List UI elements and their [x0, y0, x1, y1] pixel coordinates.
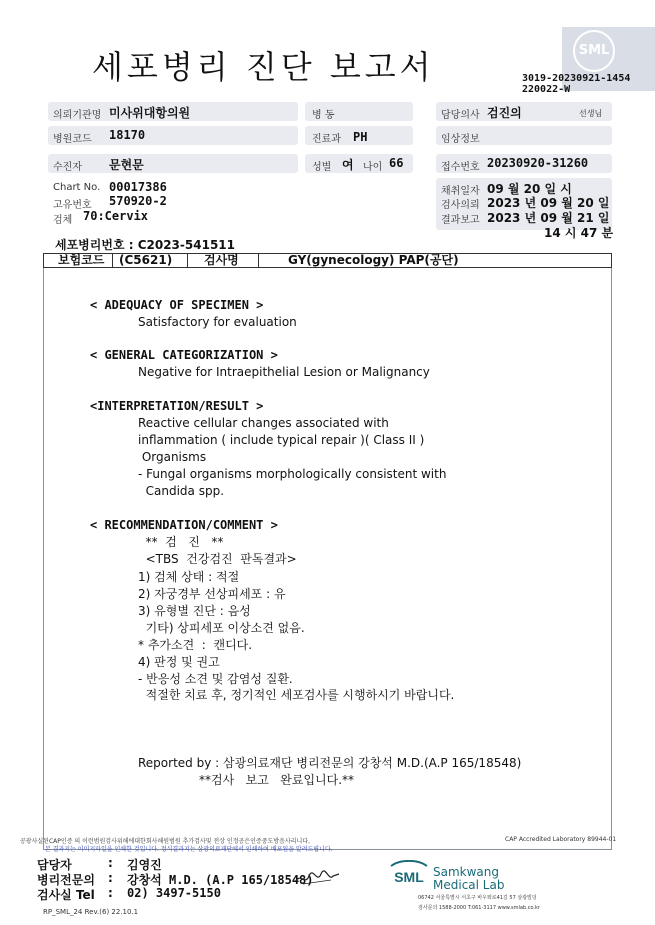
tel-label: 검사실 Tel — [37, 888, 95, 902]
lab-address: 06742 서울특별시 서초구 바우뫼로41길 57 삼광빌딩 — [418, 895, 537, 901]
report-complete-message: **검사 보고 완료입니다.** — [199, 773, 355, 787]
report-id-line1: 3019-20230921-1454 — [522, 73, 631, 84]
pathologist-label: 병리전문의 — [37, 873, 95, 887]
clinical-info-label: 임상정보 — [441, 134, 480, 145]
interpretation-line: Organisms — [138, 450, 207, 464]
requesting-institution-value: 미사위대항의원 — [109, 106, 191, 120]
signature-image — [293, 868, 341, 888]
hospital-code-value: 18170 — [109, 128, 146, 142]
field-bg — [48, 154, 298, 173]
recommendation-line: 4) 판정 및 권고 — [138, 655, 220, 669]
sml-logo: SML — [573, 30, 615, 72]
tel-value: 02) 3497-5150 — [127, 886, 221, 900]
form-code: RP_SML_24 Rev.(6) 22.10.1 — [43, 908, 139, 916]
sex-value: 여 — [342, 158, 354, 172]
recommendation-line: * 추가소견 : 캔디다. — [138, 638, 253, 652]
general-title: < GENERAL CATEGORIZATION > — [90, 348, 278, 362]
lab-contact: 검사문의 1588-2000 T:061-3117 www.smlab.co.kr — [418, 905, 540, 911]
lab-name-line1: Samkwang — [433, 865, 499, 879]
age-value: 66 — [389, 156, 404, 170]
department-label: 진료과 — [312, 134, 341, 145]
reported-by: Reported by : 삼광의료재단 병리전문의 강창석 M.D.(A.P 165/18548) — [138, 756, 522, 770]
recipient-label: 수진자 — [53, 162, 82, 173]
recommendation-line: 2) 자궁경부 선상피세포 : 유 — [138, 587, 286, 601]
interpretation-title: <INTERPRETATION/RESULT > — [90, 399, 264, 413]
doctor-label: 담당의사 — [441, 110, 480, 121]
recommendation-line: <TBS 건강검진 판독결과> — [138, 552, 297, 566]
lab-logo-text: SML — [394, 869, 424, 885]
recommendation-line: 1) 검체 상태 : 적절 — [138, 570, 240, 584]
recommendation-line: 기타) 상피세포 이상소견 없음. — [138, 621, 305, 635]
recommendation-line: - 반응성 소견 및 감염성 질환. — [138, 672, 293, 686]
lab-name — [433, 866, 504, 892]
result-date-value: 2023 년 09 월 21 일 — [487, 211, 610, 225]
specimen-value: 70:Cervix — [83, 209, 149, 223]
pathologist-value: 강창석 M.D. (A.P 165/18548) — [127, 873, 314, 887]
recommendation-title: < RECOMMENDATION/COMMENT > — [90, 518, 278, 532]
sex-label: 성별 — [312, 162, 332, 173]
adequacy-text: Satisfactory for evaluation — [138, 315, 297, 329]
print-notice: 본 결과지는 이미지파일을 인쇄한 것입니다. 정식결과지는 삼광의료재단에서 인쇄하여 배포됨을 알려드립니다. — [45, 846, 333, 853]
report-id-line2: 220022-W — [522, 84, 571, 95]
request-date-value: 2023 년 09 월 20 일 — [487, 196, 610, 210]
lab-name-line2: Medical Lab — [433, 878, 505, 892]
hospital-code-label: 병원코드 — [53, 134, 92, 145]
doctor-suffix: 선생님 — [579, 109, 603, 118]
sml-lab-logo — [385, 860, 433, 886]
colon: : — [108, 871, 113, 885]
interpretation-line: Reactive cellular changes associated with — [138, 416, 389, 430]
general-text: Negative for Intraepithelial Lesion or Malignancy — [138, 365, 430, 379]
chart-no-label: Chart No. — [53, 182, 101, 193]
result-date-label: 결과보고 — [441, 215, 480, 226]
pathology-number: 세포병리번호 : C2023-541511 — [55, 238, 235, 252]
insurance-code-label: 보험코드 — [58, 253, 105, 267]
department-value: PH — [353, 130, 368, 144]
exam-row — [43, 253, 612, 268]
interpretation-line: - Fungal organisms morphologically consistent with — [138, 467, 447, 481]
recommendation-line: ** 검 진 ** — [138, 535, 224, 549]
receipt-no-label: 접수번호 — [441, 162, 480, 173]
unique-no-label: 고유번호 — [53, 200, 92, 211]
doctor-value: 검진의 — [487, 106, 522, 120]
adequacy-title: < ADEQUACY OF SPECIMEN > — [90, 298, 264, 312]
divider — [258, 254, 259, 267]
report-id — [522, 73, 630, 95]
test-name-label: 검사명 — [204, 253, 239, 267]
cap-note: CAP Accredited Laboratory 89944-01 — [505, 836, 617, 843]
colon: : — [108, 856, 113, 870]
collection-date-value: 09 월 20 일 시 — [487, 182, 572, 196]
test-name-value: GY(gynecology) PAP(공단) — [288, 253, 459, 267]
ward-label: 병 동 — [312, 110, 335, 121]
age-label: 나이 — [363, 162, 383, 173]
divider — [187, 254, 188, 267]
person-label: 담당자 — [37, 858, 72, 872]
divider — [112, 254, 113, 267]
collection-date-label: 채취일자 — [441, 186, 480, 197]
recipient-value: 문현문 — [109, 158, 144, 172]
certification-note: 공광사실된CAP인증 의 이런범원검사위해에대한회사해원범원 추가검사및 전상 인정공은인증중도방음사리니다. — [20, 838, 310, 845]
colon: : — [108, 886, 113, 900]
recommendation-line: 3) 유형별 진단 : 음성 — [138, 604, 251, 618]
requesting-institution-label: 의뢰기관명 — [53, 110, 102, 121]
interpretation-line: inflammation ( include typical repair )( Class II ) — [138, 433, 425, 447]
insurance-code-value: (C5621) — [119, 253, 173, 267]
page-title: 세포병리 진단 보고서 — [92, 48, 435, 86]
specimen-label: 검체 — [53, 215, 73, 226]
receipt-no-value: 20230920-31260 — [487, 156, 589, 170]
chart-no-value: 00017386 — [109, 180, 167, 194]
request-date-label: 검사의뢰 — [441, 200, 480, 211]
person-value: 김영진 — [127, 858, 162, 872]
interpretation-line: Candida spp. — [138, 484, 225, 498]
result-time: 14 시 47 분 — [544, 226, 614, 240]
unique-no-value: 570920-2 — [109, 194, 167, 208]
recommendation-line: 적절한 치료 후, 정기적인 세포검사를 시행하시기 바랍니다. — [138, 688, 455, 702]
